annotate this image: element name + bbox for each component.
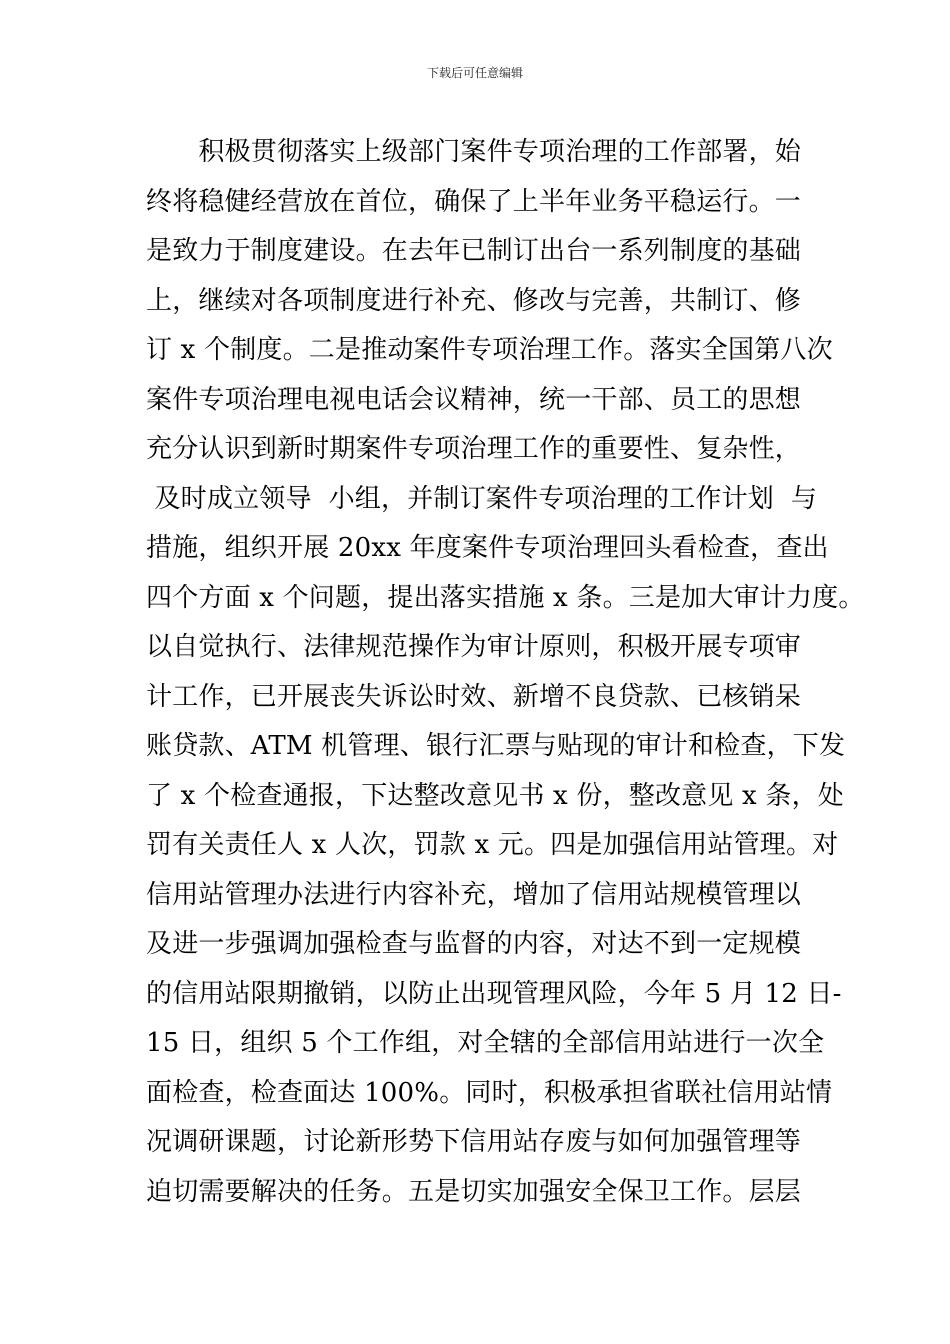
text-line: 及进一步强调加强检查与监督的内容，对达不到一定规模 xyxy=(146,929,802,959)
text-line: 迫切需要解决的任务。五是切实加强安全保卫工作。层层 xyxy=(146,1176,802,1207)
text-line: 案件专项治理电视电话会议精神，统一干部、员工的思想 xyxy=(146,384,802,415)
text-line: 订 x 个制度。二是推动案件专项治理工作。落实全国第八次 xyxy=(146,335,833,365)
text-line: 充分认识到新时期案件专项治理工作的重要性、复杂性， xyxy=(146,434,802,464)
text-line: 四个方面 x 个问题，提出落实措施 x 条。三是加大审计力度。 xyxy=(146,582,865,613)
text-line: 罚有关责任人 x 人次，罚款 x 元。四是加强信用站管理。对 xyxy=(146,830,839,860)
text-line: 积极贯彻落实上级部门案件专项治理的工作部署，始 xyxy=(146,137,802,167)
text-line: 账贷款、ATM 机管理、银行汇票与贴现的审计和检查，下发 xyxy=(146,731,846,761)
text-line: 15 日，组织 5 个工作组，对全辖的全部信用站进行一次全 xyxy=(146,1028,825,1058)
text-line: 了 x 个检查通报，下达整改意见书 x 份，整改意见 x 条，处 xyxy=(146,780,844,811)
text-line: 信用站管理办法进行内容补充，增加了信用站规模管理以 xyxy=(146,879,802,910)
text-line: 及时成立领导 小组，并制订案件专项治理的工作计划 与 xyxy=(146,483,818,514)
text-line: 的信用站限期撤销，以防止出现管理风险，今年 5 月 12 日- xyxy=(146,978,842,1009)
text-line: 面检查，检查面达 100%。同时，积极承担省联社信用站情 xyxy=(146,1077,833,1108)
text-line: 终将稳健经营放在首位，确保了上半年业务平稳运行。一 xyxy=(146,186,802,217)
body-paragraph xyxy=(146,128,865,1217)
text-line: 是致力于制度建设。在去年已制订出台一系列制度的基础 xyxy=(146,236,802,266)
text-line: 计工作，已开展丧失诉讼时效、新增不良贷款、已核销呆 xyxy=(146,681,802,712)
text-line: 况调研课题，讨论新形势下信用站存废与如何加强管理等 xyxy=(146,1127,802,1157)
page-header: 下载后可任意编辑 xyxy=(426,66,523,80)
text-line: 以自觉执行、法律规范操作为审计原则，积极开展专项审 xyxy=(146,632,802,662)
text-line: 措施，组织开展 20xx 年度案件专项治理回头看检查，查出 xyxy=(146,533,829,563)
text-line: 上，继续对各项制度进行补充、修改与完善，共制订、修 xyxy=(146,285,802,316)
